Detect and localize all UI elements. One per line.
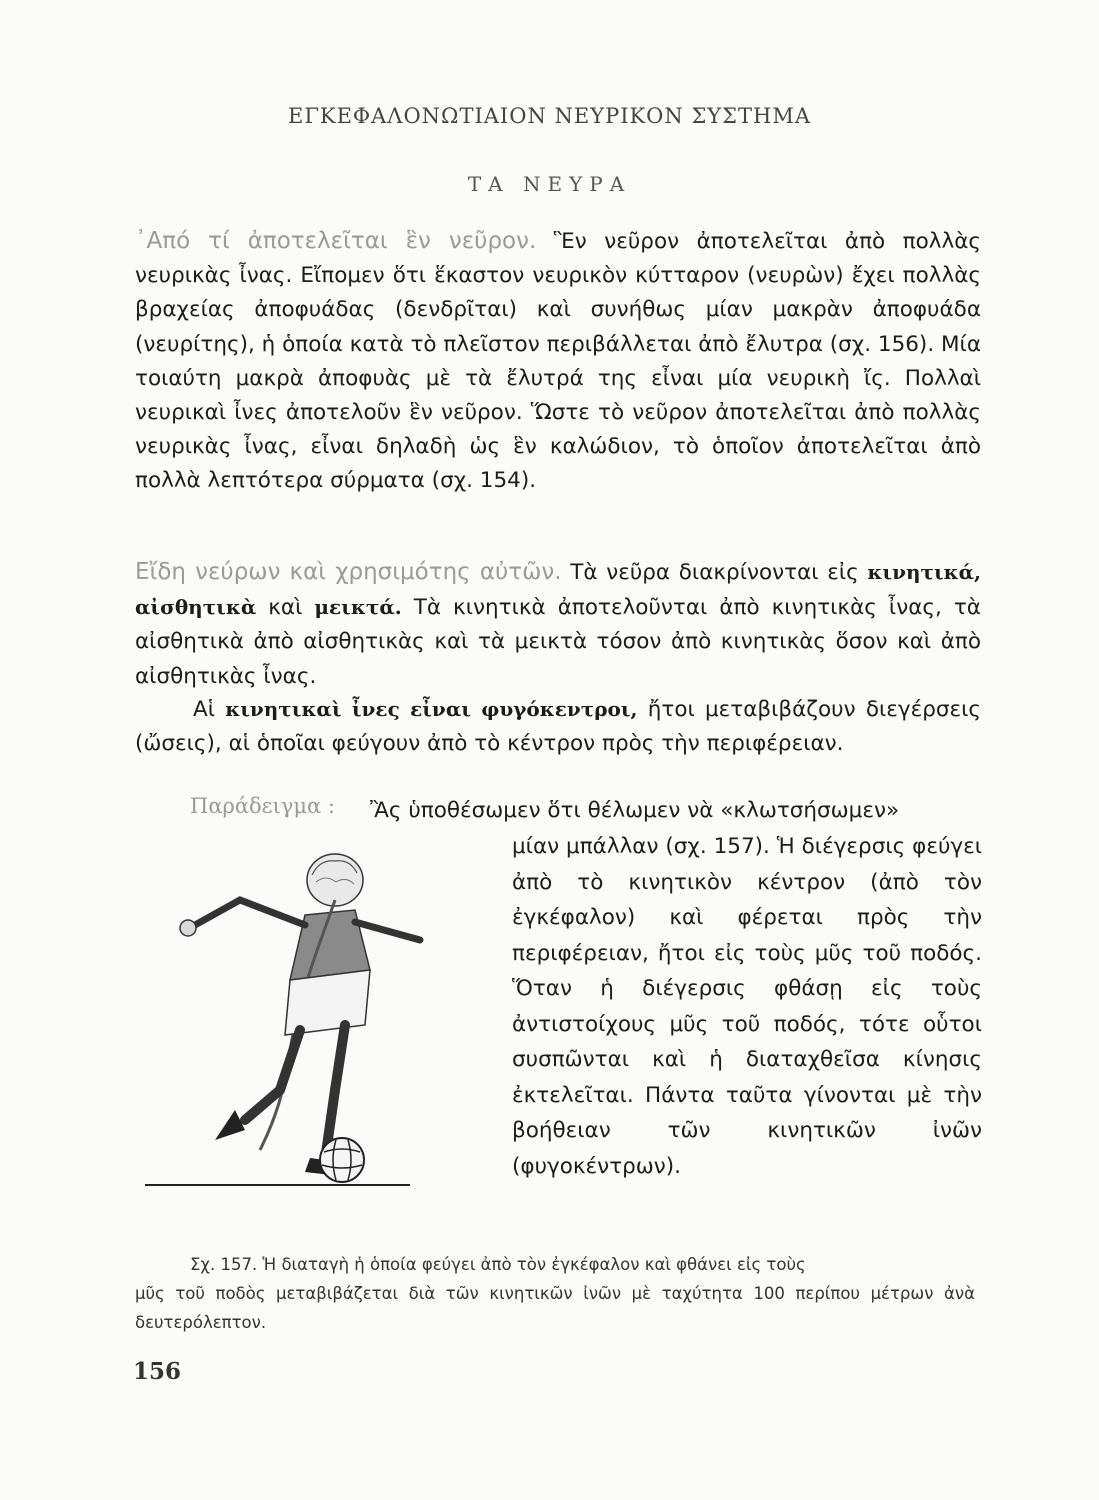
- paragraph-text: Αἱ: [193, 697, 226, 722]
- example-first-line: Ἂς ὑποθέσωμεν ὅτι θέλωμεν νὰ «κλωτσήσωμεν»: [370, 798, 900, 823]
- bold-term: κινητικαὶ ἶνες εἶναι φυγόκεντροι,: [225, 697, 638, 721]
- kicking-leg-icon: [245, 1030, 300, 1120]
- paragraph-lead: Εἴδη νεύρων καὶ χρησιμότης αὐτῶν.: [135, 559, 562, 585]
- running-header: ΕΓΚΕΦΑΛΟΝΩΤΙΑΙΟΝ ΝΕΥΡΙΚΟΝ ΣΥΣΤΗΜΑ: [288, 104, 811, 128]
- paragraph-motor-fibers: [135, 692, 981, 761]
- paragraph-text: καὶ: [256, 595, 315, 621]
- paragraph-nerve-composition: [135, 224, 981, 499]
- paragraph-lead: ᾿Από τί ἀποτελεῖται ἓν νεῦρον.: [135, 228, 537, 254]
- paragraph-nerve-types: [135, 555, 981, 694]
- shorts-icon: [285, 970, 370, 1035]
- paragraph-text: ἤτοι μεταβιβάζουν διεγέρσεις (ὤσεις), αἱ ὁποῖαι φεύγουν ἀπὸ τὸ κέντρον πρὸς τὴν περιφέρειαν.: [135, 697, 982, 757]
- figure-caption: [135, 1250, 975, 1337]
- page-number: 156: [133, 1358, 182, 1385]
- left-arm-icon: [195, 900, 305, 925]
- head-icon: [307, 854, 363, 906]
- bold-term: κινητικά, αἰσθητικὰ: [135, 560, 981, 620]
- caption-line-2: μῦς τοῦ ποδὸς μεταβιβάζεται διὰ τῶν κινητικῶν ἰνῶν μὲ ταχύτητα 100 περίπου μέτρων ἀνὰ δευτερόλεπτον.: [135, 1284, 975, 1332]
- right-arm-icon: [355, 922, 420, 940]
- paragraph-text: Τὰ κινητικὰ ἀποτελοῦνται ἀπὸ κινητικὰς ἶνας, τὰ αἰσθητικὰ ἀπὸ αἰσθητικὰς καὶ τὰ μεικτὰ τόσον ἀπὸ κινητικὰς ὅσον καὶ ἀπὸ αἰσθητικὰς ἶνας.: [135, 595, 981, 689]
- section-title: ΤΑ ΝΕΥΡΑ: [467, 172, 632, 196]
- example-column-text: μίαν μπάλλαν (σχ. 157). Ἡ διέγερσις φεύγει ἀπὸ τὸ κινητικὸν κέντρον (ἀπὸ τὸν ἐγκέφαλον) καὶ φέρεται πρὸς τὴν περιφέρειαν, ἤτοι εἰς τοὺς μῦς τοῦ ποδός. Ὅταν ἡ διέγερσις φθάσῃ εἰς τοὺς ἀντιστοίχους μῦς τοῦ ποδός, τότε οὗτοι συσπῶνται καὶ ἡ διαταχθεῖσα κίνησις ἐκτελεῖται. Πάντα ταῦτα γίνονται μὲ τὴν βοήθειαν τῶν κινητικῶν ἰνῶν (φυγοκέντρων).: [512, 834, 982, 1179]
- football-player-illustration: [140, 840, 425, 1195]
- caption-line-1: Σχ. 157. Ἡ διαταγὴ ἡ ὁποία φεύγει ἀπὸ τὸν ἐγκέφαλον καὶ φθάνει εἰς τοὺς: [190, 1255, 806, 1274]
- paragraph-body: Ἓν νεῦρον ἀποτελεῖται ἀπὸ πολλὰς νευρικὰς ἶνας. Εἴπομεν ὅτι ἕκαστον νευρικὸν κύτταρον (νευρὼν) ἔχει πολλὰς βραχείας ἀποφυάδας (δενδρῖται) καὶ συνήθως μίαν μακρὰν ἀποφυάδα (νευρίτης), ἡ ὁποία κατὰ τὸ πλεῖστον περιβάλλεται ἀπὸ ἔλυτρα (σχ. 156). Μία τοιαύτη μακρὰ ἀποφυὰς μὲ τὰ ἔλυτρά της εἶναι μία νευρικὴ ἴς. Πολλαὶ νευρικαὶ ἶνες ἀποτελοῦν ἓν νεῦρον. Ὥστε τὸ νεῦρον ἀποτελεῖται ἀπὸ πολλὰς νευρικὰς ἶνας, εἶναι δηλαδὴ ὡς ἓν καλώδιον, τὸ ὁποῖον ἀποτελεῖται ἀπὸ πολλὰ λεπτότερα σύρματα (σχ. 154).: [135, 229, 981, 494]
- shoe-icon: [215, 1110, 245, 1140]
- bold-term: μεικτά.: [314, 595, 402, 620]
- example-label: Παράδειγμα :: [190, 794, 335, 818]
- paragraph-text: Τὰ νεῦρα διακρίνονται εἰς: [561, 560, 868, 585]
- ball-icon: [320, 1138, 364, 1182]
